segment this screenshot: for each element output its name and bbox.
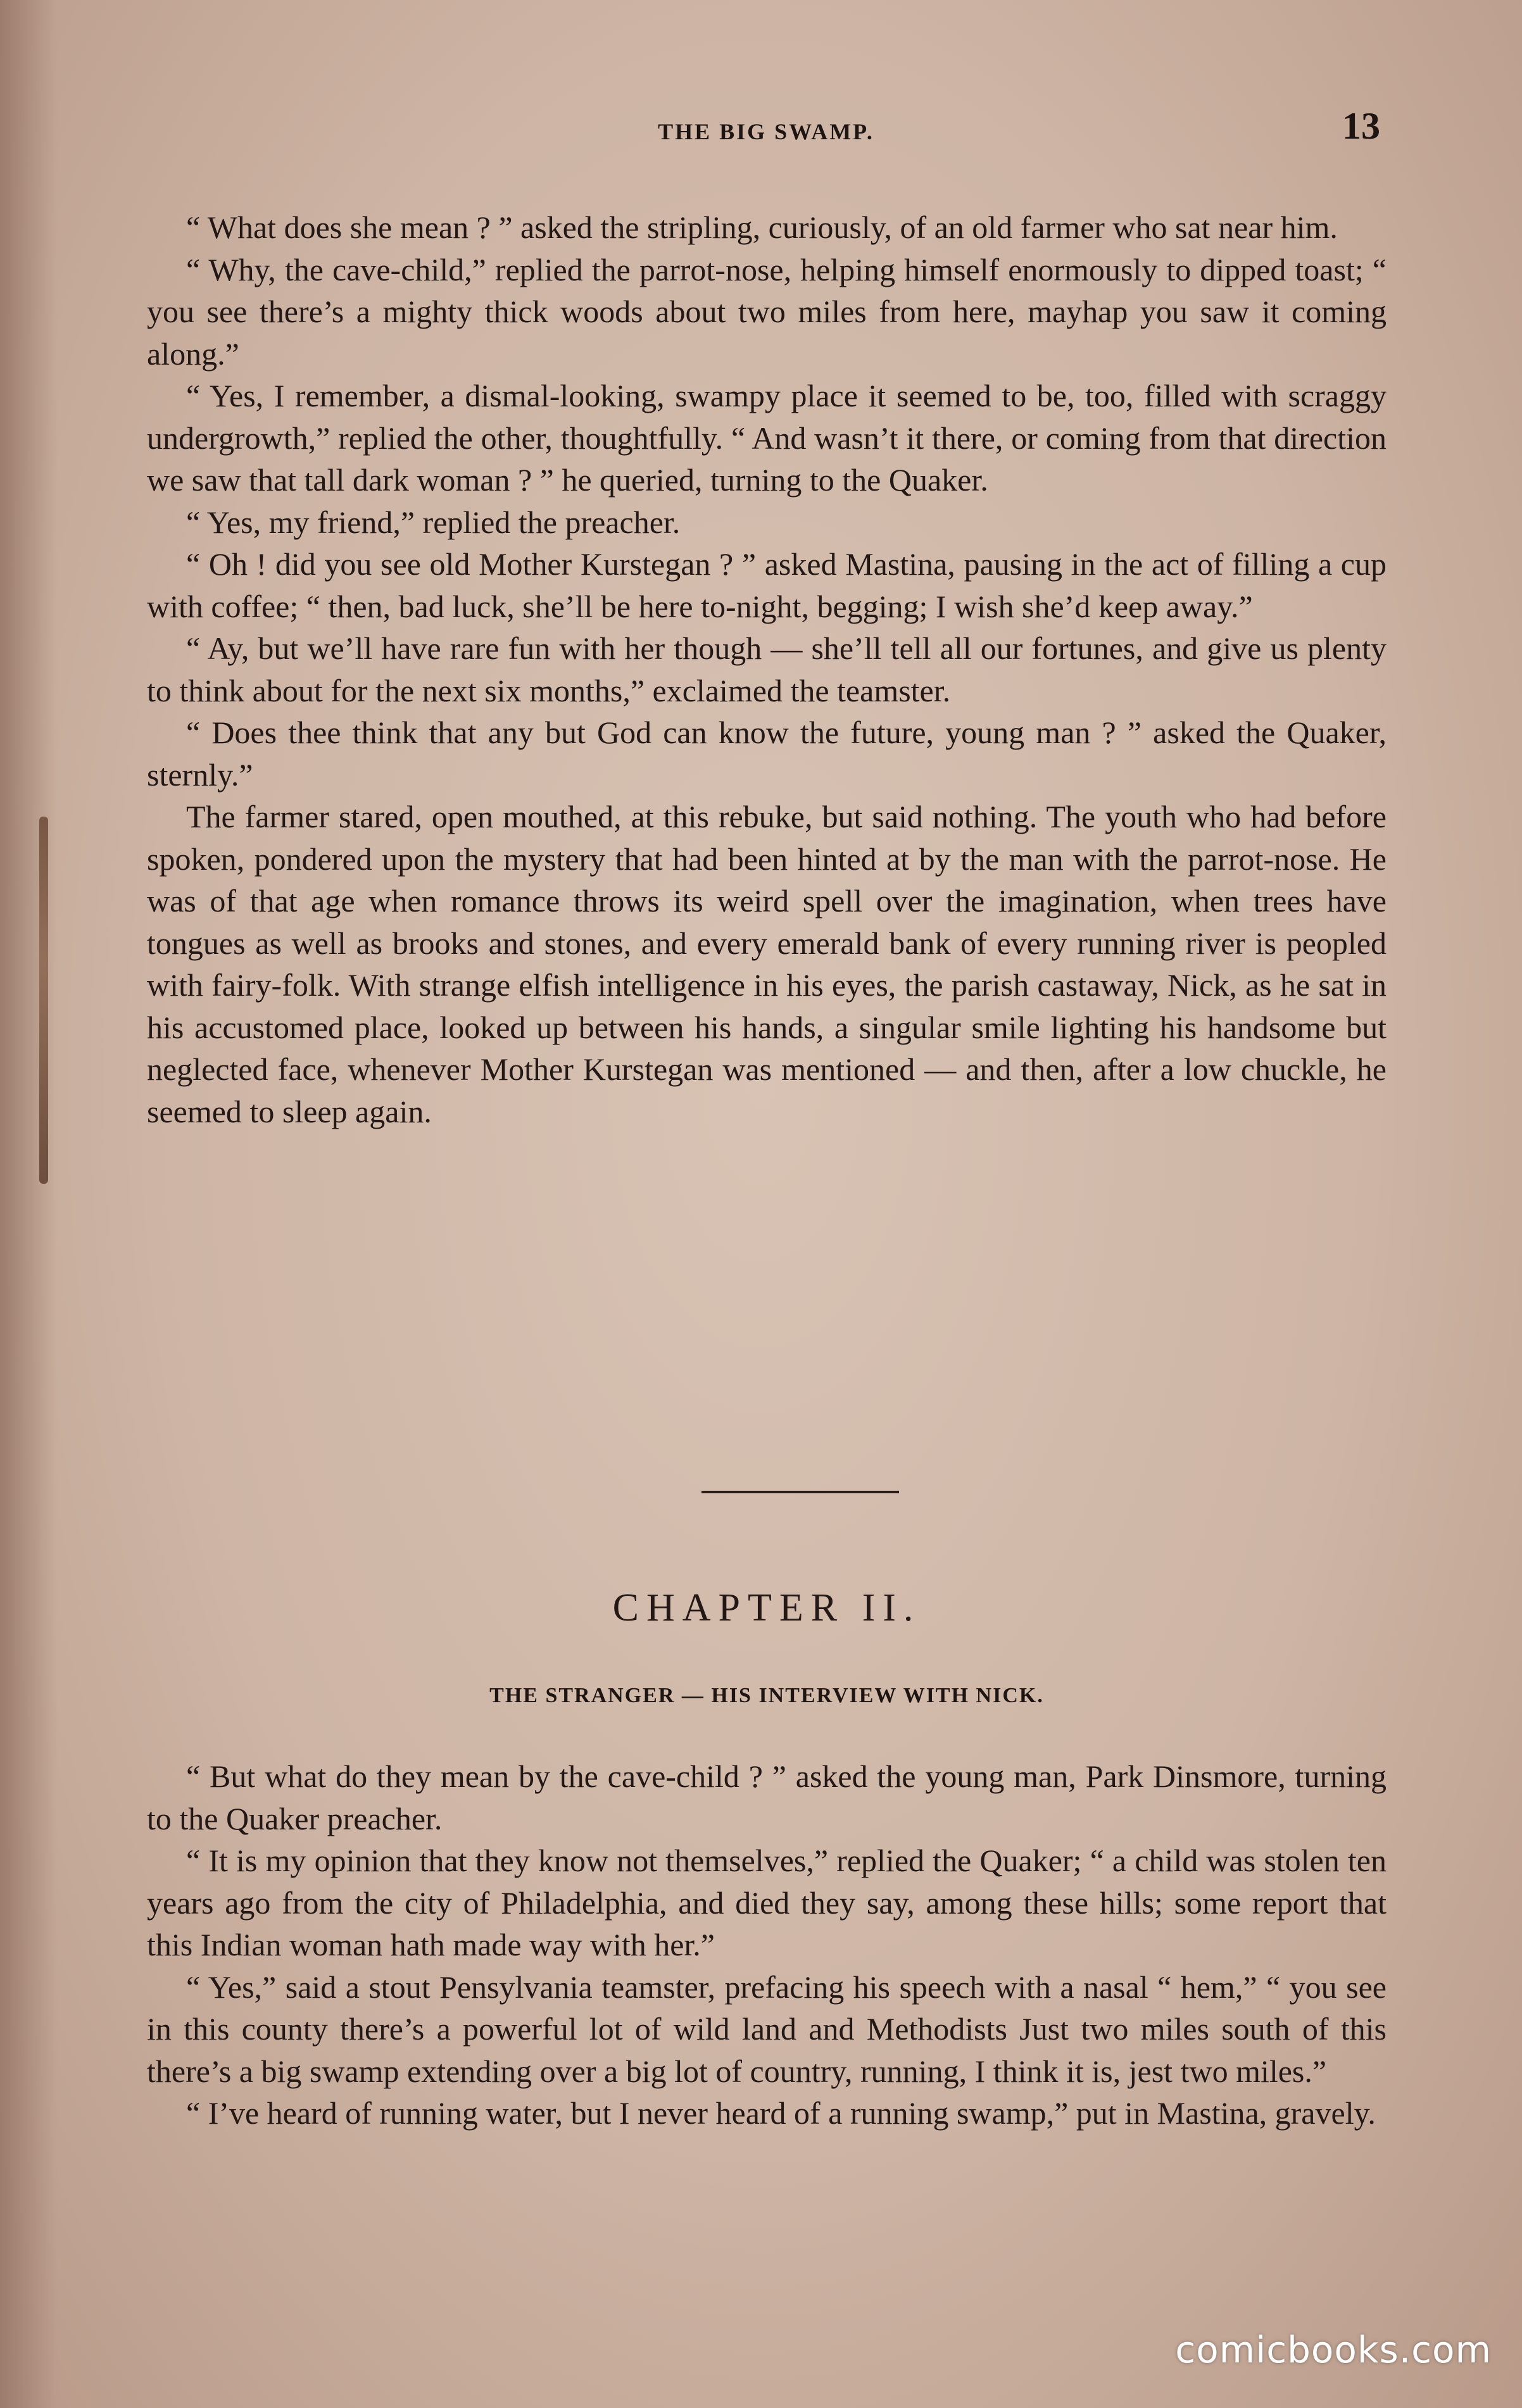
watermark: comicbooks.com (1175, 2328, 1492, 2371)
paragraph: “ Oh ! did you see old Mother Kurstegan ? ” asked Mastina, pausing in the act of filling a cup with coffee; “ then, bad luck, she’ll be here to-night, begging; I wish she’d keep away.” (147, 546, 1387, 624)
paragraph: “ I’ve heard of running water, but I never heard of a running swamp,” put in Mastina, gravely. (186, 2095, 1376, 2131)
body-text-top (147, 206, 1387, 1132)
paragraph: “ It is my opinion that they know not themselves,” replied the Quaker; “ a child was stolen ten years ago from the city of Philadelphia, and died they say, among these hills; some report that this Indian woman hath made way with her.” (147, 1843, 1387, 1962)
paragraph: “ Ay, but we’ll have rare fun with her though — she’ll tell all our fortunes, and give us plenty to think about for the next six months,” exclaimed the teamster. (147, 630, 1387, 708)
paragraph: “ Why, the cave-child,” replied the parrot-nose, helping himself enormously to dipped toast; “ you see there’s a mighty thick woods about two miles from here, mayhap you saw it coming along.” (147, 251, 1387, 372)
paragraph: “ Yes, my friend,” replied the preacher. (186, 504, 681, 540)
chapter-title: CHAPTER II. (612, 1586, 921, 1629)
paragraph: “ Yes, I remember, a dismal-looking, swampy place it seemed to be, too, filled with scraggy undergrowth,” replied the other, thoughtfully. “ And wasn’t it there, or coming from that direction we saw that tall dark woman ? ” he queried, turning to the Quaker. (147, 378, 1387, 498)
paragraph: “ Does thee think that any but God can know the future, young man ? ” asked the Quaker, sternly.” (147, 715, 1387, 793)
paragraph: “ What does she mean ? ” asked the stripling, curiously, of an old farmer who sat near him. (186, 210, 1338, 245)
page-edge-shadow (0, 0, 57, 2408)
running-head: THE BIG SWAMP. (658, 119, 874, 144)
chapter-subtitle: THE STRANGER — HIS INTERVIEW WITH NICK. (489, 1684, 1044, 1707)
section-divider (701, 1491, 899, 1493)
page-header (152, 104, 1380, 155)
paragraph: “ Yes,” said a stout Pensylvania teamster, prefacing his speech with a nasal “ hem,” “ you see in this county there’s a powerful lot of wild land and Methodists Just two miles south of this there’s a big swamp extending over a big lot of country, running, I think it is, jest two miles.” (147, 1969, 1387, 2089)
page-number: 13 (1342, 105, 1380, 147)
paragraph: The farmer stared, open mouthed, at this rebuke, but said nothing. The youth who had before spoken, pondered upon the mystery that had been hinted at by the man with the parrot-nose. He was of that age when romance throws its weird spell over the imagination, when trees have tongues as well as brooks and stones, and every emerald bank of every running river is peopled with fairy-folk. With strange elfish intelligence in his eyes, the parish castaway, Nick, as he sat in his accustomed place, looked up between his hands, a singular smile lighting his handsome but neglected face, whenever Mother Kurstegan was mentioned — and then, after a low chuckle, he seemed to sleep again. (147, 799, 1387, 1129)
binding-thread (39, 817, 48, 1184)
paragraph: “ But what do they mean by the cave-child ? ” asked the young man, Park Dinsmore, turning to the Quaker preacher. (147, 1759, 1387, 1836)
body-text-bottom (147, 1755, 1387, 2135)
